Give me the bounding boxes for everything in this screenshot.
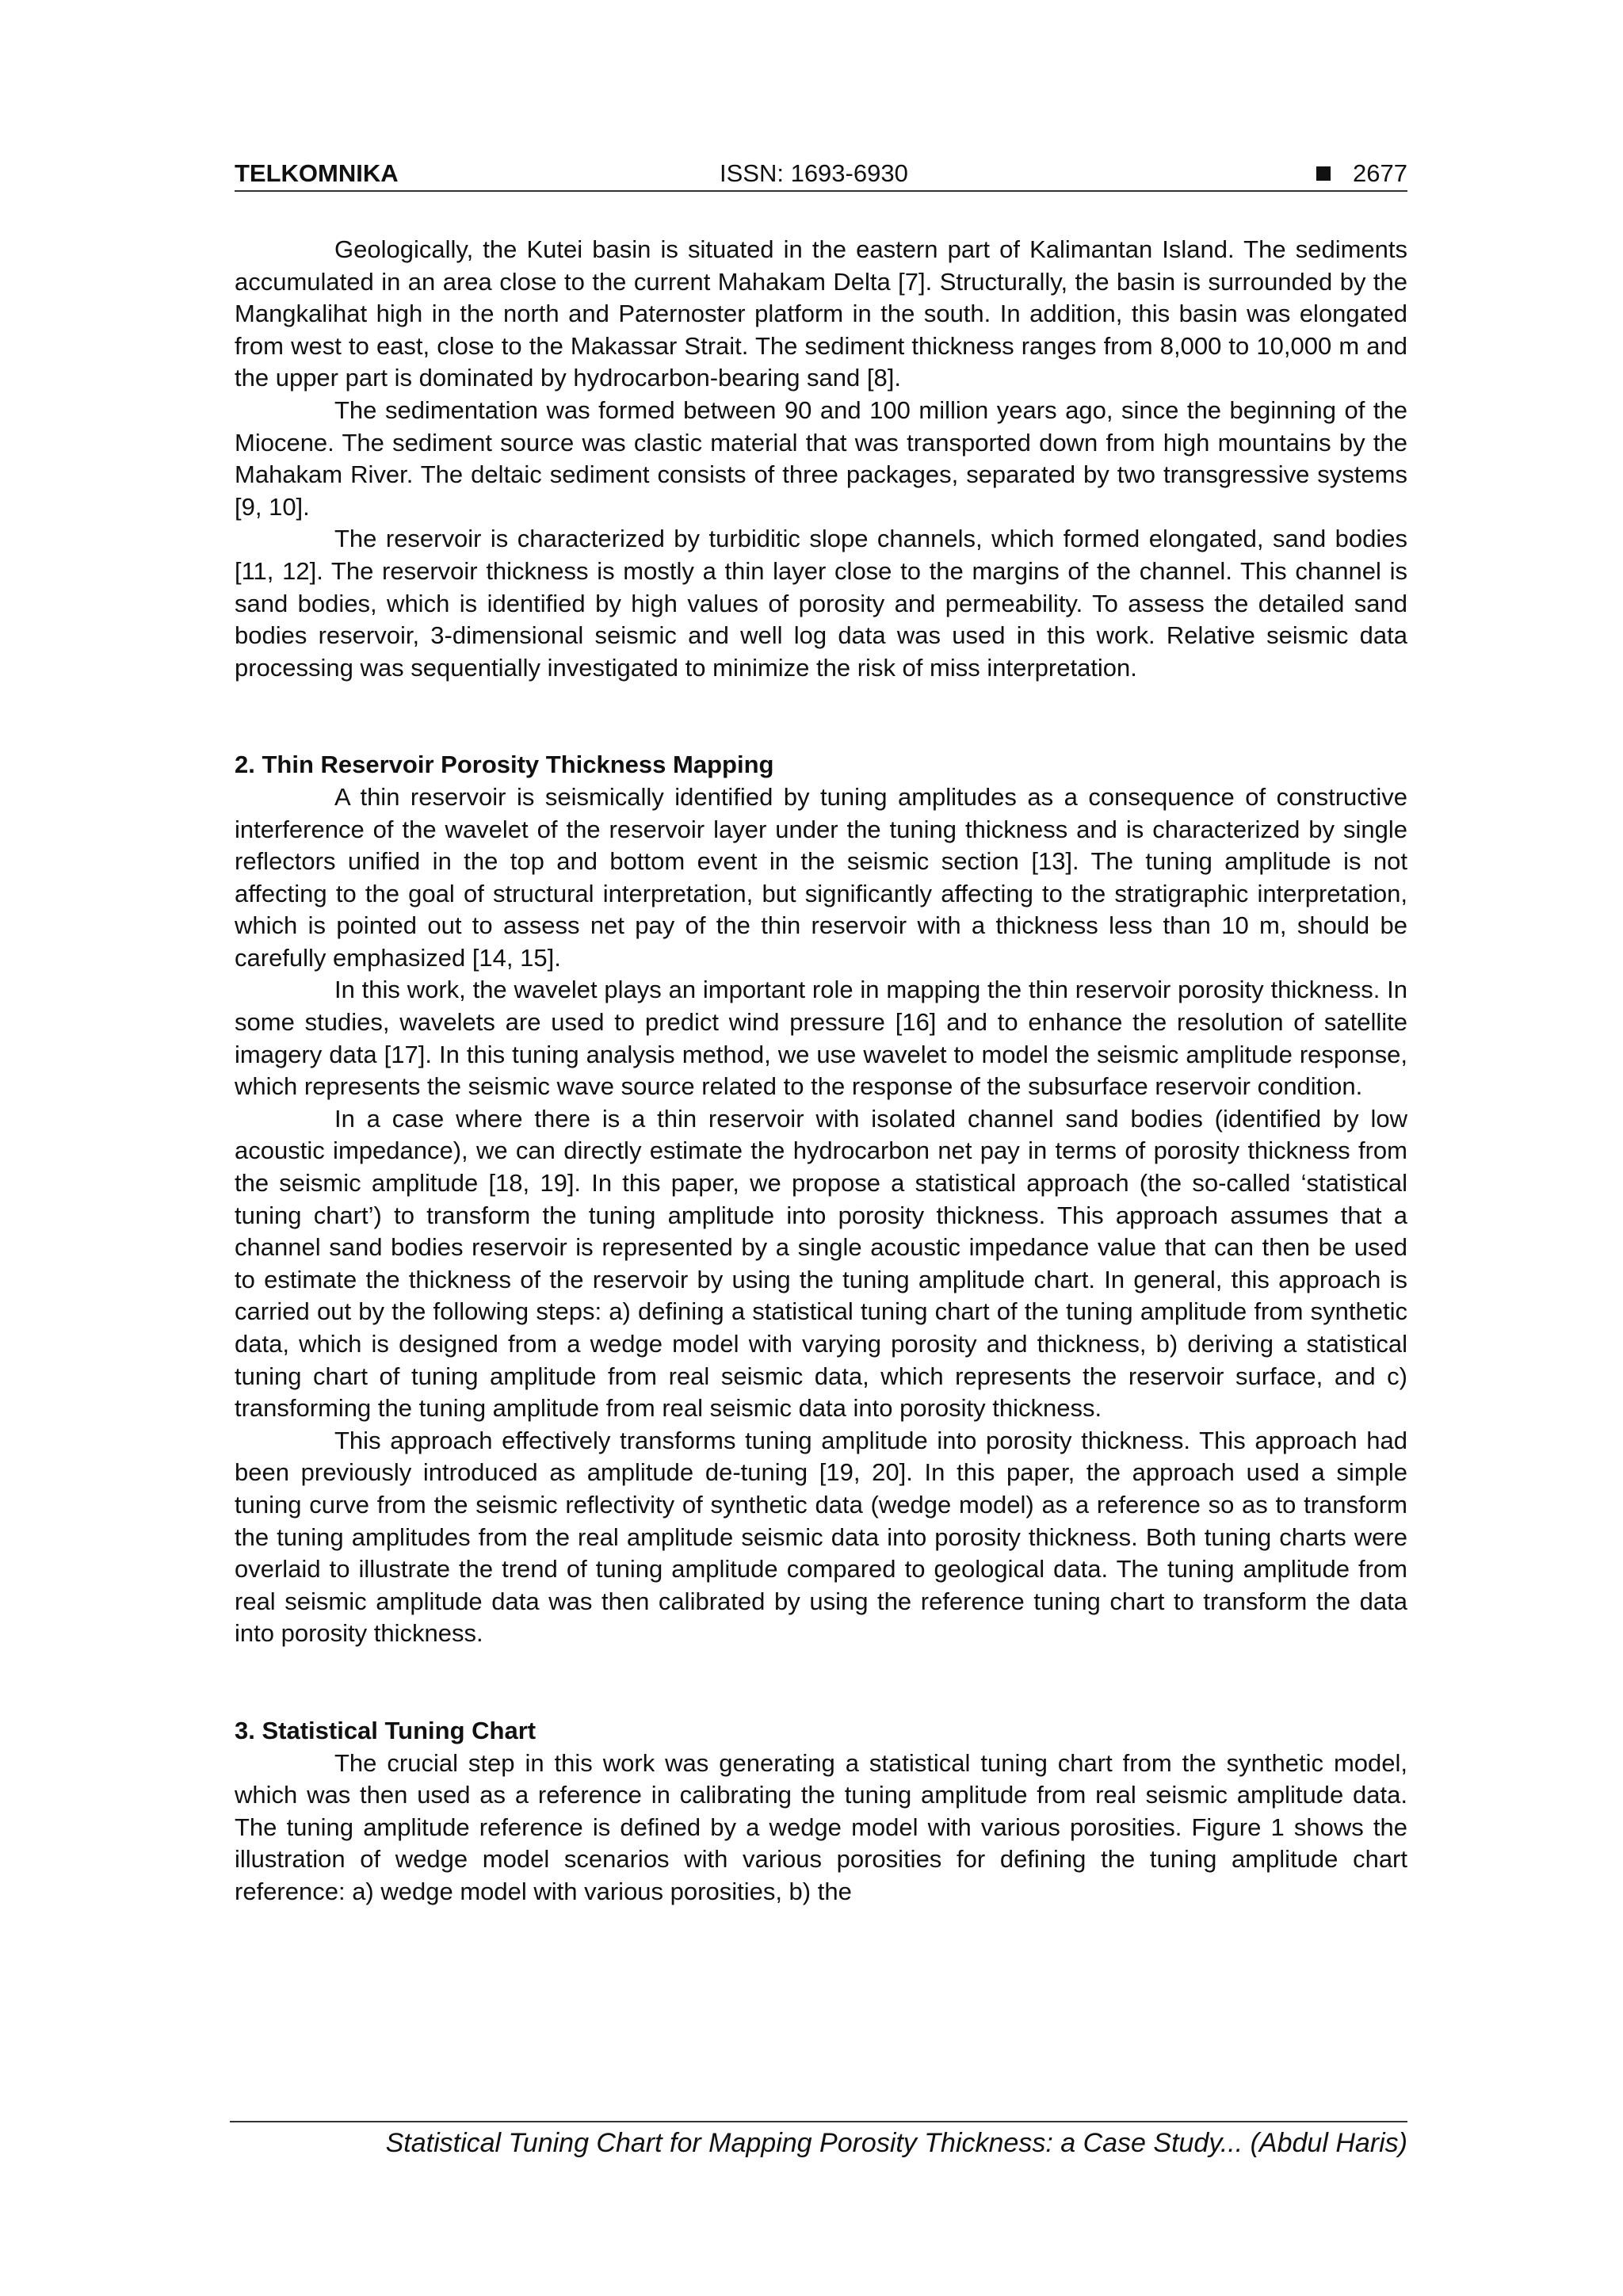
- body-paragraph: A thin reservoir is seismically identified by tuning amplitudes as a consequence of constructive interference of the wavelet of the reservoir layer under the tuning thickness and is characterized by single reflectors unified in the top and bottom event in the seismic section [13]. The tuning amplitude is not affecting to the goal of structural interpretation, but significantly affecting to the stratigraphic interpretation, which is pointed out to assess net pay of the thin reservoir with a thickness less than 10 m, should be carefully emphasized [14, 15].: [235, 782, 1407, 972]
- body-paragraph: Geologically, the Kutei basin is situated in the eastern part of Kalimantan Island. The sediments accumulated in an area close to the current Mahakam Delta [7]. Structurally, the basin is surrounded by the Mangkalihat high in the north and Paternoster platform in the south. In addition, this basin was elongated from west to east, close to the Makassar Strait. The sediment thickness ranges from 8,000 to 10,000 m and the upper part is dominated by hydrocarbon-bearing sand [8].: [235, 235, 1407, 392]
- square-bullet-icon: [1316, 166, 1331, 181]
- journal-name: TELKOMNIKA: [235, 159, 399, 187]
- page-number: 2677: [1353, 159, 1407, 187]
- body-paragraph: This approach effectively transforms tuning amplitude into porosity thickness. This approach had been previously introduced as amplitude de-tuning [19, 20]. In this paper, the approach used a simple tuning curve from the seismic reflectivity of synthetic data (wedge model) as a reference so as to transform the tuning amplitudes from the real amplitude seismic data into porosity thickness. Both tuning charts were overlaid to illustrate the trend of tuning amplitude compared to geological data. The tuning amplitude from real seismic amplitude data was then calibrated by using the reference tuning chart to transform the data into porosity thickness.: [235, 1426, 1407, 1648]
- page-footer: [230, 2121, 1407, 2160]
- body-paragraph: In this work, the wavelet plays an important role in mapping the thin reservoir porosity thickness. In some studies, wavelets are used to predict wind pressure [16] and to enhance the resolution of satellite imagery data [17]. In this tuning analysis method, we use wavelet to model the seismic amplitude response, which represents the seismic wave source related to the response of the subsurface reservoir condition.: [235, 976, 1407, 1101]
- body-paragraph: In a case where there is a thin reservoir with isolated channel sand bodies (identified by low acoustic impedance), we can directly estimate the hydrocarbon net pay in terms of porosity thickness from the seismic amplitude [18, 19]. In this paper, we propose a statistical approach (the so-called ‘statistical tuning chart’) to transform the tuning amplitude into porosity thickness. This approach assumes that a channel sand bodies reservoir is represented by a single acoustic impedance value that can then be used to estimate the thickness of the reservoir by using the tuning amplitude chart. In general, this approach is carried out by the following steps: a) defining a statistical tuning chart of the tuning amplitude from synthetic data, which is designed from a wedge model with varying porosity and thickness, b) deriving a statistical tuning chart of tuning amplitude from real seismic data, which represents the reservoir surface, and c) transforming the tuning amplitude from real seismic data into porosity thickness.: [235, 1104, 1407, 1423]
- body-paragraph: The sedimentation was formed between 90 and 100 million years ago, since the beginning of the Miocene. The sediment source was clastic material that was transported down from high mountains by the Mahakam River. The deltaic sediment consists of three packages, separated by two transgressive systems [9, 10].: [235, 395, 1407, 521]
- issn: ISSN: 1693-6930: [720, 159, 908, 187]
- main-content: [235, 234, 1407, 1908]
- page-number-group: [1316, 157, 1407, 190]
- section-heading: 3. Statistical Tuning Chart: [235, 1716, 537, 1744]
- section-heading: 2. Thin Reservoir Porosity Thickness Mapping: [235, 751, 774, 779]
- body-paragraph: The reservoir is characterized by turbiditic slope channels, which formed elongated, sand bodies [11, 12]. The reservoir thickness is mostly a thin layer close to the margins of the channel. This channel is sand bodies, which is identified by high values of porosity and permeability. To assess the detailed sand bodies reservoir, 3-dimensional seismic and well log data was used in this work. Relative seismic data processing was sequentially investigated to minimize the risk of miss interpretation.: [235, 525, 1407, 682]
- page-header: [235, 157, 1407, 192]
- body-paragraph: The crucial step in this work was generating a statistical tuning chart from the synthetic model, which was then used as a reference in calibrating the tuning amplitude from real seismic amplitude data. The tuning amplitude reference is defined by a wedge model with various porosities. Figure 1 shows the illustration of wedge model scenarios with various porosities for defining the tuning amplitude chart reference: a) wedge model with various porosities, b) the: [235, 1748, 1407, 1905]
- running-title: Statistical Tuning Chart for Mapping Porosity Thickness: a Case Study... (Abdul Haris): [385, 2128, 1407, 2158]
